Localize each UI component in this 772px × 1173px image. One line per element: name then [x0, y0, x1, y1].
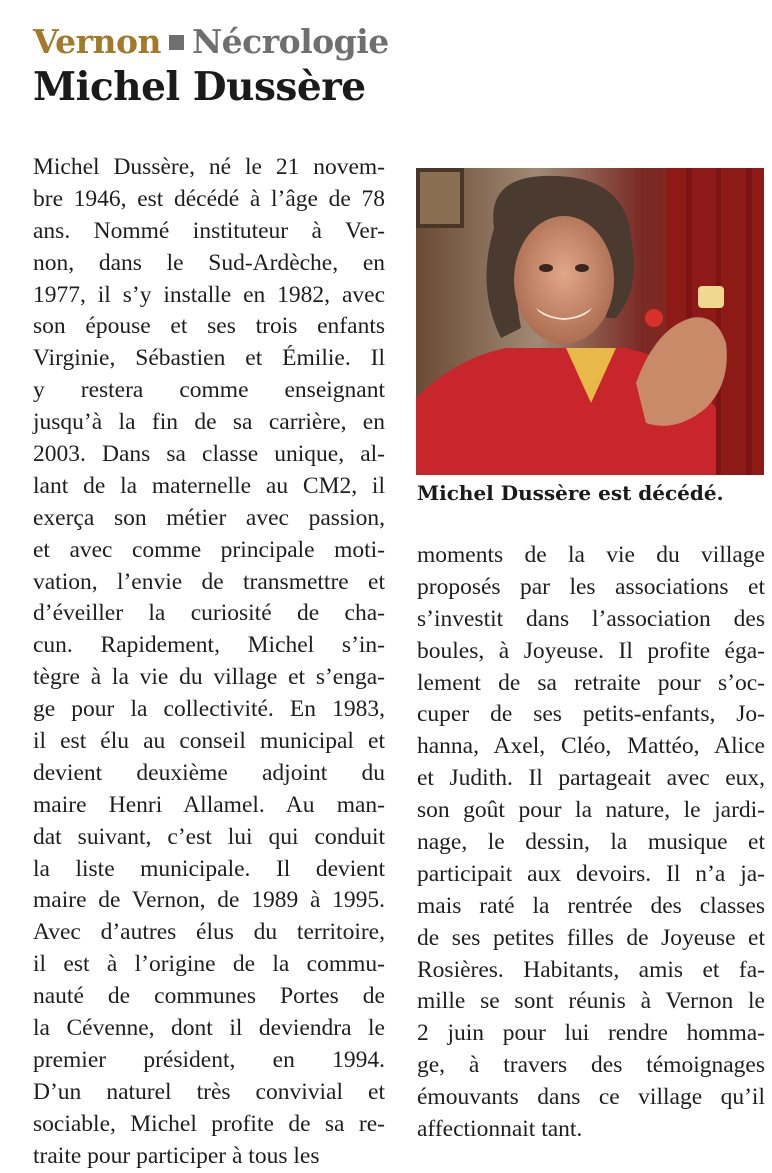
- article-line: son épouse et ses trois enfants: [33, 313, 385, 340]
- article-line: boules, à Joyeuse. Il profite éga-: [417, 637, 765, 664]
- article-line: affectionnait tant.: [417, 1116, 583, 1143]
- article-line: la Cévenne, dont il deviendra le: [33, 1015, 385, 1042]
- article-line: lant de la maternelle au CM2, il: [33, 472, 385, 499]
- article-line: ge pour la collectivité. En 1983,: [33, 696, 385, 723]
- article-line: mille se sont réunis à Vernon le: [417, 988, 765, 1015]
- photo-caption: Michel Dussère est décédé.: [417, 481, 724, 505]
- article-line: Rosières. Habitants, amis et fa-: [417, 956, 765, 983]
- article-line: ge, à travers des témoignages: [417, 1052, 765, 1079]
- article-line: maire de Vernon, de 1989 à 1995.: [33, 887, 385, 914]
- article-line: émouvants dans ce village qu’il: [417, 1084, 765, 1111]
- article-line: hanna, Axel, Cléo, Mattéo, Alice: [417, 733, 765, 760]
- article-line: nauté de communes Portes de: [33, 983, 385, 1010]
- article-line: y restera comme enseignant: [33, 377, 385, 404]
- article-line: il est à l’origine de la commu-: [33, 951, 385, 978]
- article-line: nage, le dessin, la musique et: [417, 829, 765, 856]
- portrait-photo: [416, 168, 764, 475]
- article-line: d’éveiller la curiosité de cha-: [33, 600, 385, 627]
- article-line: Avec d’autres élus du territoire,: [33, 919, 385, 946]
- kicker-separator: [169, 35, 184, 50]
- section-kicker: [33, 22, 389, 61]
- kicker-location: Vernon: [33, 22, 161, 61]
- article-line: s’investit dans l’association des: [417, 605, 765, 632]
- article-line: proposés par les associations et: [417, 573, 765, 600]
- article-column-right: [417, 540, 765, 1146]
- article-line: son goût pour la nature, le jardi-: [417, 797, 765, 824]
- article-line: mais raté la rentrée des classes: [417, 892, 765, 919]
- portrait-illustration: [416, 168, 764, 475]
- article-line: jusqu’à la fin de sa carrière, en: [33, 409, 385, 436]
- article-line: il est élu au conseil municipal et: [33, 728, 385, 755]
- article-line: Michel Dussère, né le 21 novem-: [33, 154, 385, 180]
- article-line: premier président, en 1994.: [33, 1046, 385, 1073]
- article-line: maire Henri Allamel. Au man-: [33, 791, 385, 818]
- article-column-left: [33, 152, 385, 1173]
- article-line: exerça son métier avec passion,: [33, 504, 385, 531]
- article-line: et avec comme principale moti-: [33, 536, 385, 563]
- article-line: bre 1946, est décédé à l’âge de 78: [33, 185, 385, 212]
- article-line: cun. Rapidement, Michel s’in-: [33, 632, 385, 659]
- article-line: de ses petites filles de Joyeuse et: [417, 924, 765, 951]
- article-line: la liste municipale. Il devient: [33, 855, 385, 882]
- kicker-rubric: Nécrologie: [191, 22, 389, 61]
- article-line: Virginie, Sébastien et Émilie. Il: [33, 345, 385, 372]
- article-line: et Judith. Il partageait avec eux,: [417, 765, 765, 792]
- article-line: cuper de ses petits-enfants, Jo-: [417, 701, 765, 728]
- article-line: tègre à la vie du village et s’enga-: [33, 664, 385, 691]
- article-line: non, dans le Sud-Ardèche, en: [33, 249, 385, 276]
- article-line: devient deuxième adjoint du: [33, 759, 385, 786]
- article-line: traite pour participer à tous les: [33, 1142, 320, 1169]
- article-line: D’un naturel très convivial et: [33, 1078, 385, 1105]
- article-line: participait aux devoirs. Il n’a ja-: [417, 860, 765, 887]
- article-line: 2 juin pour lui rendre homma-: [417, 1020, 765, 1047]
- article-line: 1977, il s’y installe en 1982, avec: [33, 281, 385, 308]
- article-line: dat suivant, c’est lui qui conduit: [33, 823, 385, 850]
- article-line: lement de sa retraite pour s’oc-: [417, 669, 765, 696]
- article-title: Michel Dussère: [33, 64, 366, 110]
- article-line: ans. Nommé instituteur à Ver-: [33, 217, 385, 244]
- article-line: sociable, Michel profite de sa re-: [33, 1110, 385, 1137]
- article-line: moments de la vie du village: [417, 542, 765, 568]
- article-line: 2003. Dans sa classe unique, al-: [33, 441, 385, 468]
- article-line: vation, l’envie de transmettre et: [33, 568, 385, 595]
